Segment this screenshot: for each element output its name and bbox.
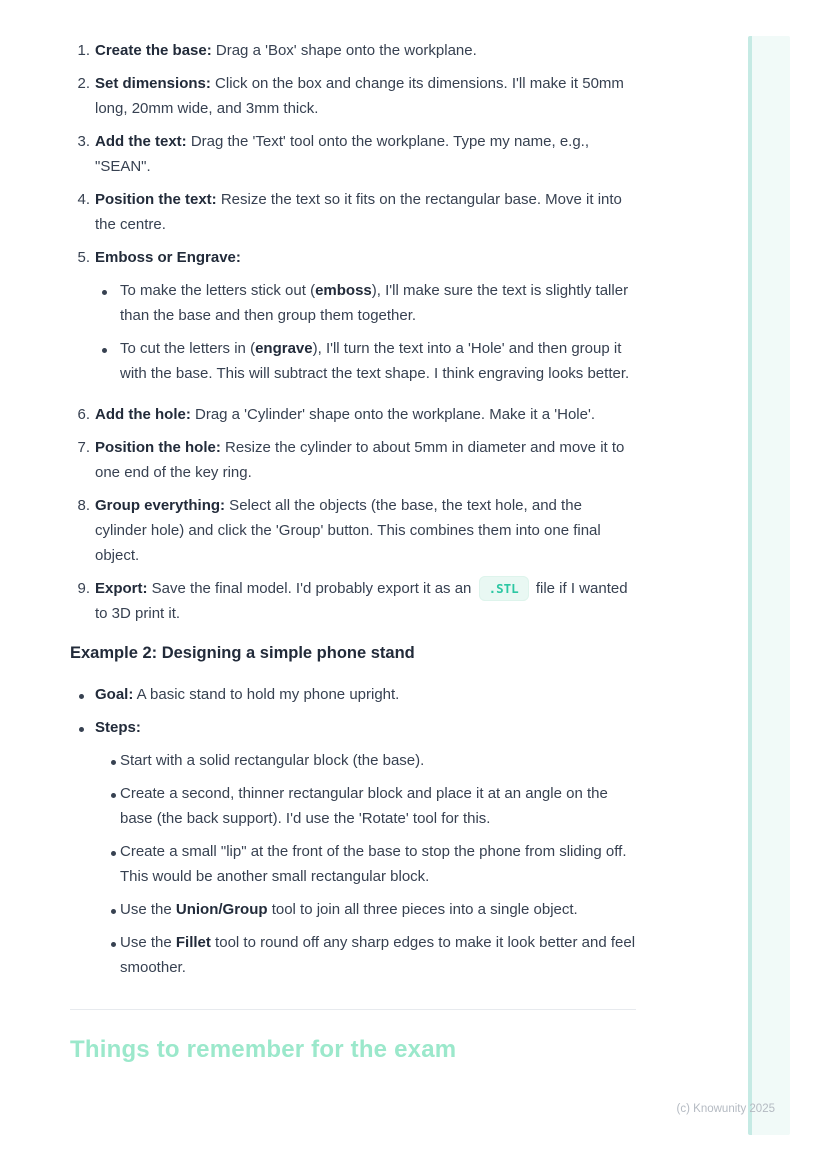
text-run: Resize the text so it fits on the rectangular base. Move it into the centre. — [95, 191, 622, 233]
bullet-dot-icon — [79, 727, 84, 732]
numbered-steps-list — [70, 38, 636, 626]
step-title: Group everything: — [95, 497, 226, 514]
text-run: Start with a solid rectangular block (the base). — [120, 752, 425, 769]
text-run: tool to round off any sharp edges to make it look better and feel smoother. — [120, 934, 636, 976]
step-number: 9. — [77, 580, 90, 597]
bullet-item — [70, 682, 636, 707]
bullet-text — [120, 839, 636, 889]
bullet-marker — [102, 781, 120, 831]
copyright-footer: (c) Knowunity 2025 — [676, 1103, 775, 1115]
bullet-dot-icon — [102, 348, 107, 353]
bullet-text — [120, 930, 636, 980]
bullet-marker — [70, 715, 90, 988]
next-section-heading: Things to remember for the exam — [70, 1036, 457, 1063]
bullet-marker — [102, 748, 120, 773]
numbered-step — [70, 38, 636, 63]
bullet-lead: Goal: — [95, 686, 134, 703]
bullet-marker — [102, 839, 120, 889]
text-run: Select all the objects (the base, the text hole, and the cylinder hole) and click the 'Group' button. This combines them into one final object. — [95, 497, 601, 564]
step-body — [95, 576, 636, 626]
bullet-dot-icon — [111, 851, 116, 856]
example2-heading: Example 2: Designing a simple phone stand — [70, 644, 415, 662]
bullet-marker — [70, 682, 90, 707]
bullet-dot-icon — [79, 694, 84, 699]
bold-text-run: engrave — [255, 340, 313, 357]
numbered-step — [70, 129, 636, 179]
bullet-dot-icon — [111, 793, 116, 798]
nested-bullet-item — [95, 278, 636, 328]
step-body — [95, 245, 636, 394]
step-body — [95, 71, 636, 121]
step-body — [95, 435, 636, 485]
step-number: 2. — [77, 75, 90, 92]
bullet-text — [120, 897, 636, 922]
text-run: ), I'll make sure the text is slightly taller than the base and then group them together. — [120, 282, 629, 324]
text-run: Use the — [120, 901, 176, 918]
text-run: Create a second, thinner rectangular block and place it at an angle on the base (the back support). I'd use the 'Rotate' tool for this. — [120, 785, 608, 827]
bold-text-run: Union/Group — [175, 901, 268, 918]
text-run: tool to join all three pieces into a single object. — [267, 901, 578, 918]
section-divider — [70, 1009, 636, 1010]
step-body — [95, 129, 636, 179]
nested-bullet-item — [95, 930, 636, 980]
bullet-body — [95, 715, 636, 988]
step-number: 1. — [77, 42, 90, 59]
step-number: 8. — [77, 497, 90, 514]
notes-content — [70, 38, 636, 1065]
bullet-marker — [102, 930, 120, 980]
bullet-body — [95, 682, 636, 707]
step-title: Create the base: — [95, 42, 212, 59]
numbered-step — [70, 71, 636, 121]
bullet-marker — [102, 336, 120, 386]
step-title: Position the text: — [95, 191, 217, 208]
text-run: Click on the box and change its dimensions. I'll make it 50mm long, 20mm wide, and 3mm thick. — [95, 75, 624, 117]
numbered-step — [70, 493, 636, 568]
step-title: Export: — [95, 580, 148, 597]
step-body — [95, 38, 636, 63]
step-title: Position the hole: — [95, 439, 221, 456]
step-title: Set dimensions: — [95, 75, 211, 92]
text-run: Create a small "lip" at the front of the base to stop the phone from sliding off. This would be another small rectangular block. — [120, 843, 627, 885]
numbered-step — [70, 245, 636, 394]
numbered-step — [70, 402, 636, 427]
bullet-text — [120, 748, 636, 773]
bullet-text — [120, 336, 636, 386]
bullet-dot-icon — [111, 942, 116, 947]
bullet-dot-icon — [111, 909, 116, 914]
nested-bullet-item — [95, 897, 636, 922]
step-body — [95, 187, 636, 237]
step-number: 5. — [77, 249, 90, 266]
bullet-item — [70, 715, 636, 988]
text-run: Resize the cylinder to about 5mm in diameter and move it to one end of the key ring. — [95, 439, 625, 481]
text-run: ), I'll turn the text into a 'Hole' and then group it with the base. This will subtract the text shape. I think engraving looks better. — [120, 340, 630, 382]
bullet-dot-icon — [111, 760, 116, 765]
example2-bullets-list — [70, 682, 636, 988]
text-run: Drag the 'Text' tool onto the workplane. Type my name, e.g., "SEAN". — [95, 133, 590, 175]
bullet-marker — [102, 278, 120, 328]
bullet-lead: Steps: — [95, 719, 141, 736]
numbered-step — [70, 576, 636, 626]
step-title: Emboss or Engrave: — [95, 249, 241, 266]
text-run: Drag a 'Box' shape onto the workplane. — [211, 42, 477, 59]
step-body — [95, 493, 636, 568]
bullet-text — [120, 781, 636, 831]
bold-text-run: emboss — [315, 282, 372, 299]
step-number: 4. — [77, 191, 90, 208]
nested-bullet-item — [95, 336, 636, 386]
numbered-step — [70, 187, 636, 237]
nested-bullet-item — [95, 781, 636, 831]
step-title: Add the hole: — [95, 406, 191, 423]
text-run: Save the final model. I'd probably export it as an — [147, 580, 476, 597]
step-number: 3. — [77, 133, 90, 150]
text-run: A basic stand to hold my phone upright. — [133, 686, 400, 703]
nested-bullet-item — [95, 839, 636, 889]
step-number: 6. — [77, 406, 90, 423]
bullet-dot-icon — [102, 290, 107, 295]
bullet-marker — [102, 897, 120, 922]
step-title: Add the text: — [95, 133, 187, 150]
nested-bullet-item — [95, 748, 636, 773]
nested-bullet-list — [95, 278, 636, 386]
right-accent-stripe — [748, 36, 790, 1135]
step-number: 7. — [77, 439, 90, 456]
text-run: Drag a 'Cylinder' shape onto the workplane. Make it a 'Hole'. — [190, 406, 595, 423]
text-run: To make the letters stick out ( — [120, 282, 316, 299]
text-run: Use the — [120, 934, 176, 951]
nested-bullet-list — [95, 748, 636, 980]
numbered-step — [70, 435, 636, 485]
step-body — [95, 402, 636, 427]
stl-file-badge: .STL — [479, 576, 529, 601]
bold-text-run: Fillet — [175, 934, 211, 951]
bullet-text — [120, 278, 636, 328]
text-run: file if I wanted to 3D print it. — [95, 580, 628, 622]
text-run: To cut the letters in ( — [120, 340, 256, 357]
